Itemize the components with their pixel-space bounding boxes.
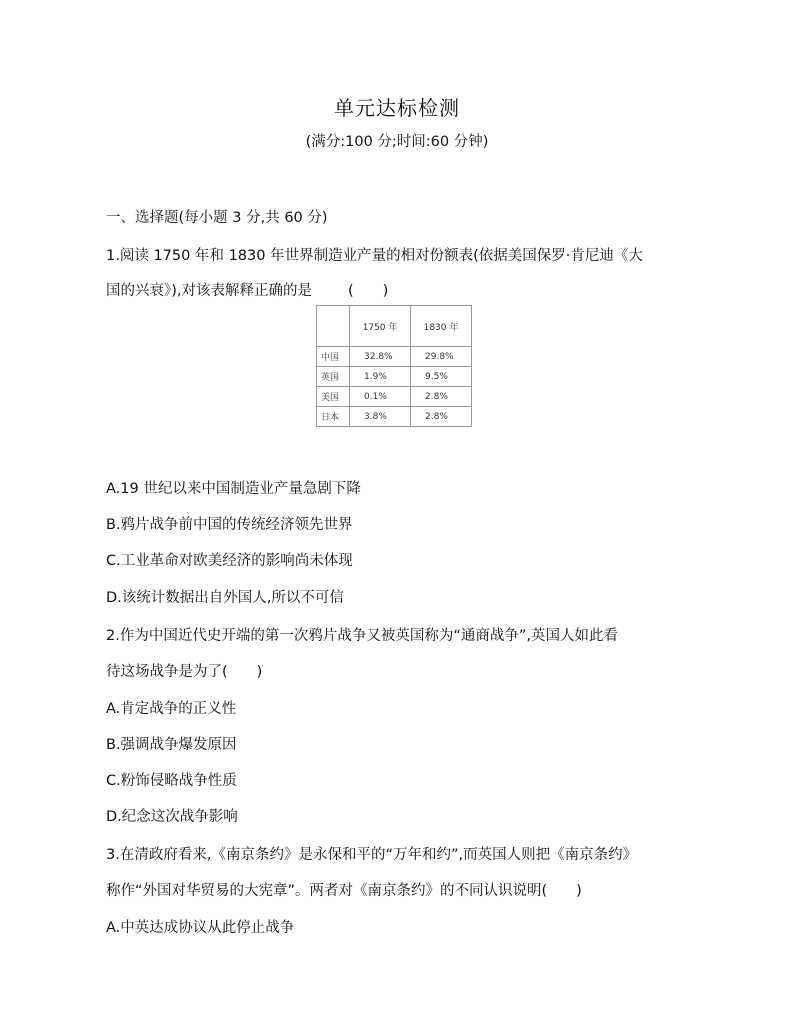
q1-option-b: B.鸦片战争前中国的传统经济领先世界 <box>106 517 353 533</box>
q1-option-a: A.19 世纪以来中国制造业产量急剧下降 <box>106 481 361 497</box>
manufacturing-share-table <box>316 305 472 427</box>
table-row <box>317 387 472 407</box>
table-row <box>317 347 472 367</box>
table-header-row <box>317 306 472 347</box>
q2-option-c: C.粉饰侵略战争性质 <box>106 773 237 789</box>
q2-option-a: A.肯定战争的正义性 <box>106 701 237 717</box>
section-heading: 一、选择题(每小题 3 分,共 60 分) <box>106 210 328 226</box>
q3-option-a: A.中英达成协议从此停止战争 <box>106 920 295 936</box>
table-cell: 中国 <box>317 347 350 367</box>
table-cell: 2.8% <box>411 407 472 427</box>
table-cell: 英国 <box>317 367 350 387</box>
q3-stem-line1: 3.在清政府看来,《南京条约》是永保和平的“万年和约”,而英国人则把《南京条约》 <box>106 847 638 863</box>
table-cell: 日本 <box>317 407 350 427</box>
table-cell: 美国 <box>317 387 350 407</box>
table-header-cell: 1750 年 <box>350 306 411 347</box>
table-header-cell: 1830 年 <box>411 306 472 347</box>
q1-option-c: C.工业革命对欧美经济的影响尚未体现 <box>106 553 353 569</box>
q1-answer-bracket: ( ) <box>348 283 389 299</box>
table-cell: 2.8% <box>411 387 472 407</box>
table-cell: 0.1% <box>350 387 411 407</box>
q2-option-b: B.强调战争爆发原因 <box>106 737 237 753</box>
page-subtitle: (满分:100 分;时间:60 分钟) <box>305 134 489 150</box>
table-cell: 3.8% <box>350 407 411 427</box>
page-title: 单元达标检测 <box>334 96 460 120</box>
table-cell: 32.8% <box>350 347 411 367</box>
table-cell: 29.8% <box>411 347 472 367</box>
q1-option-d: D.该统计数据出自外国人,所以不可信 <box>106 590 344 606</box>
q2-stem-line2: 待这场战争是为了( ) <box>106 664 263 680</box>
q3-stem-line2: 称作“外国对华贸易的大宪章”。两者对《南京条约》的不同认识说明( ) <box>106 883 582 899</box>
q1-stem-line2 <box>106 279 388 300</box>
q1-stem-line1: 1.阅读 1750 年和 1830 年世界制造业产量的相对份额表(依据美国保罗·肯尼迪《大 <box>106 248 643 264</box>
table-row <box>317 367 472 387</box>
table-cell: 9.5% <box>411 367 472 387</box>
q2-option-d: D.纪念这次战争影响 <box>106 809 238 825</box>
q1-stem-text: 国的兴衰》),对该表解释正确的是 <box>106 283 313 299</box>
table-row <box>317 407 472 427</box>
table-cell: 1.9% <box>350 367 411 387</box>
q2-stem-line1: 2.作为中国近代史开端的第一次鸦片战争又被英国称为“通商战争”,英国人如此看 <box>106 628 618 644</box>
table-header-cell <box>317 306 350 347</box>
